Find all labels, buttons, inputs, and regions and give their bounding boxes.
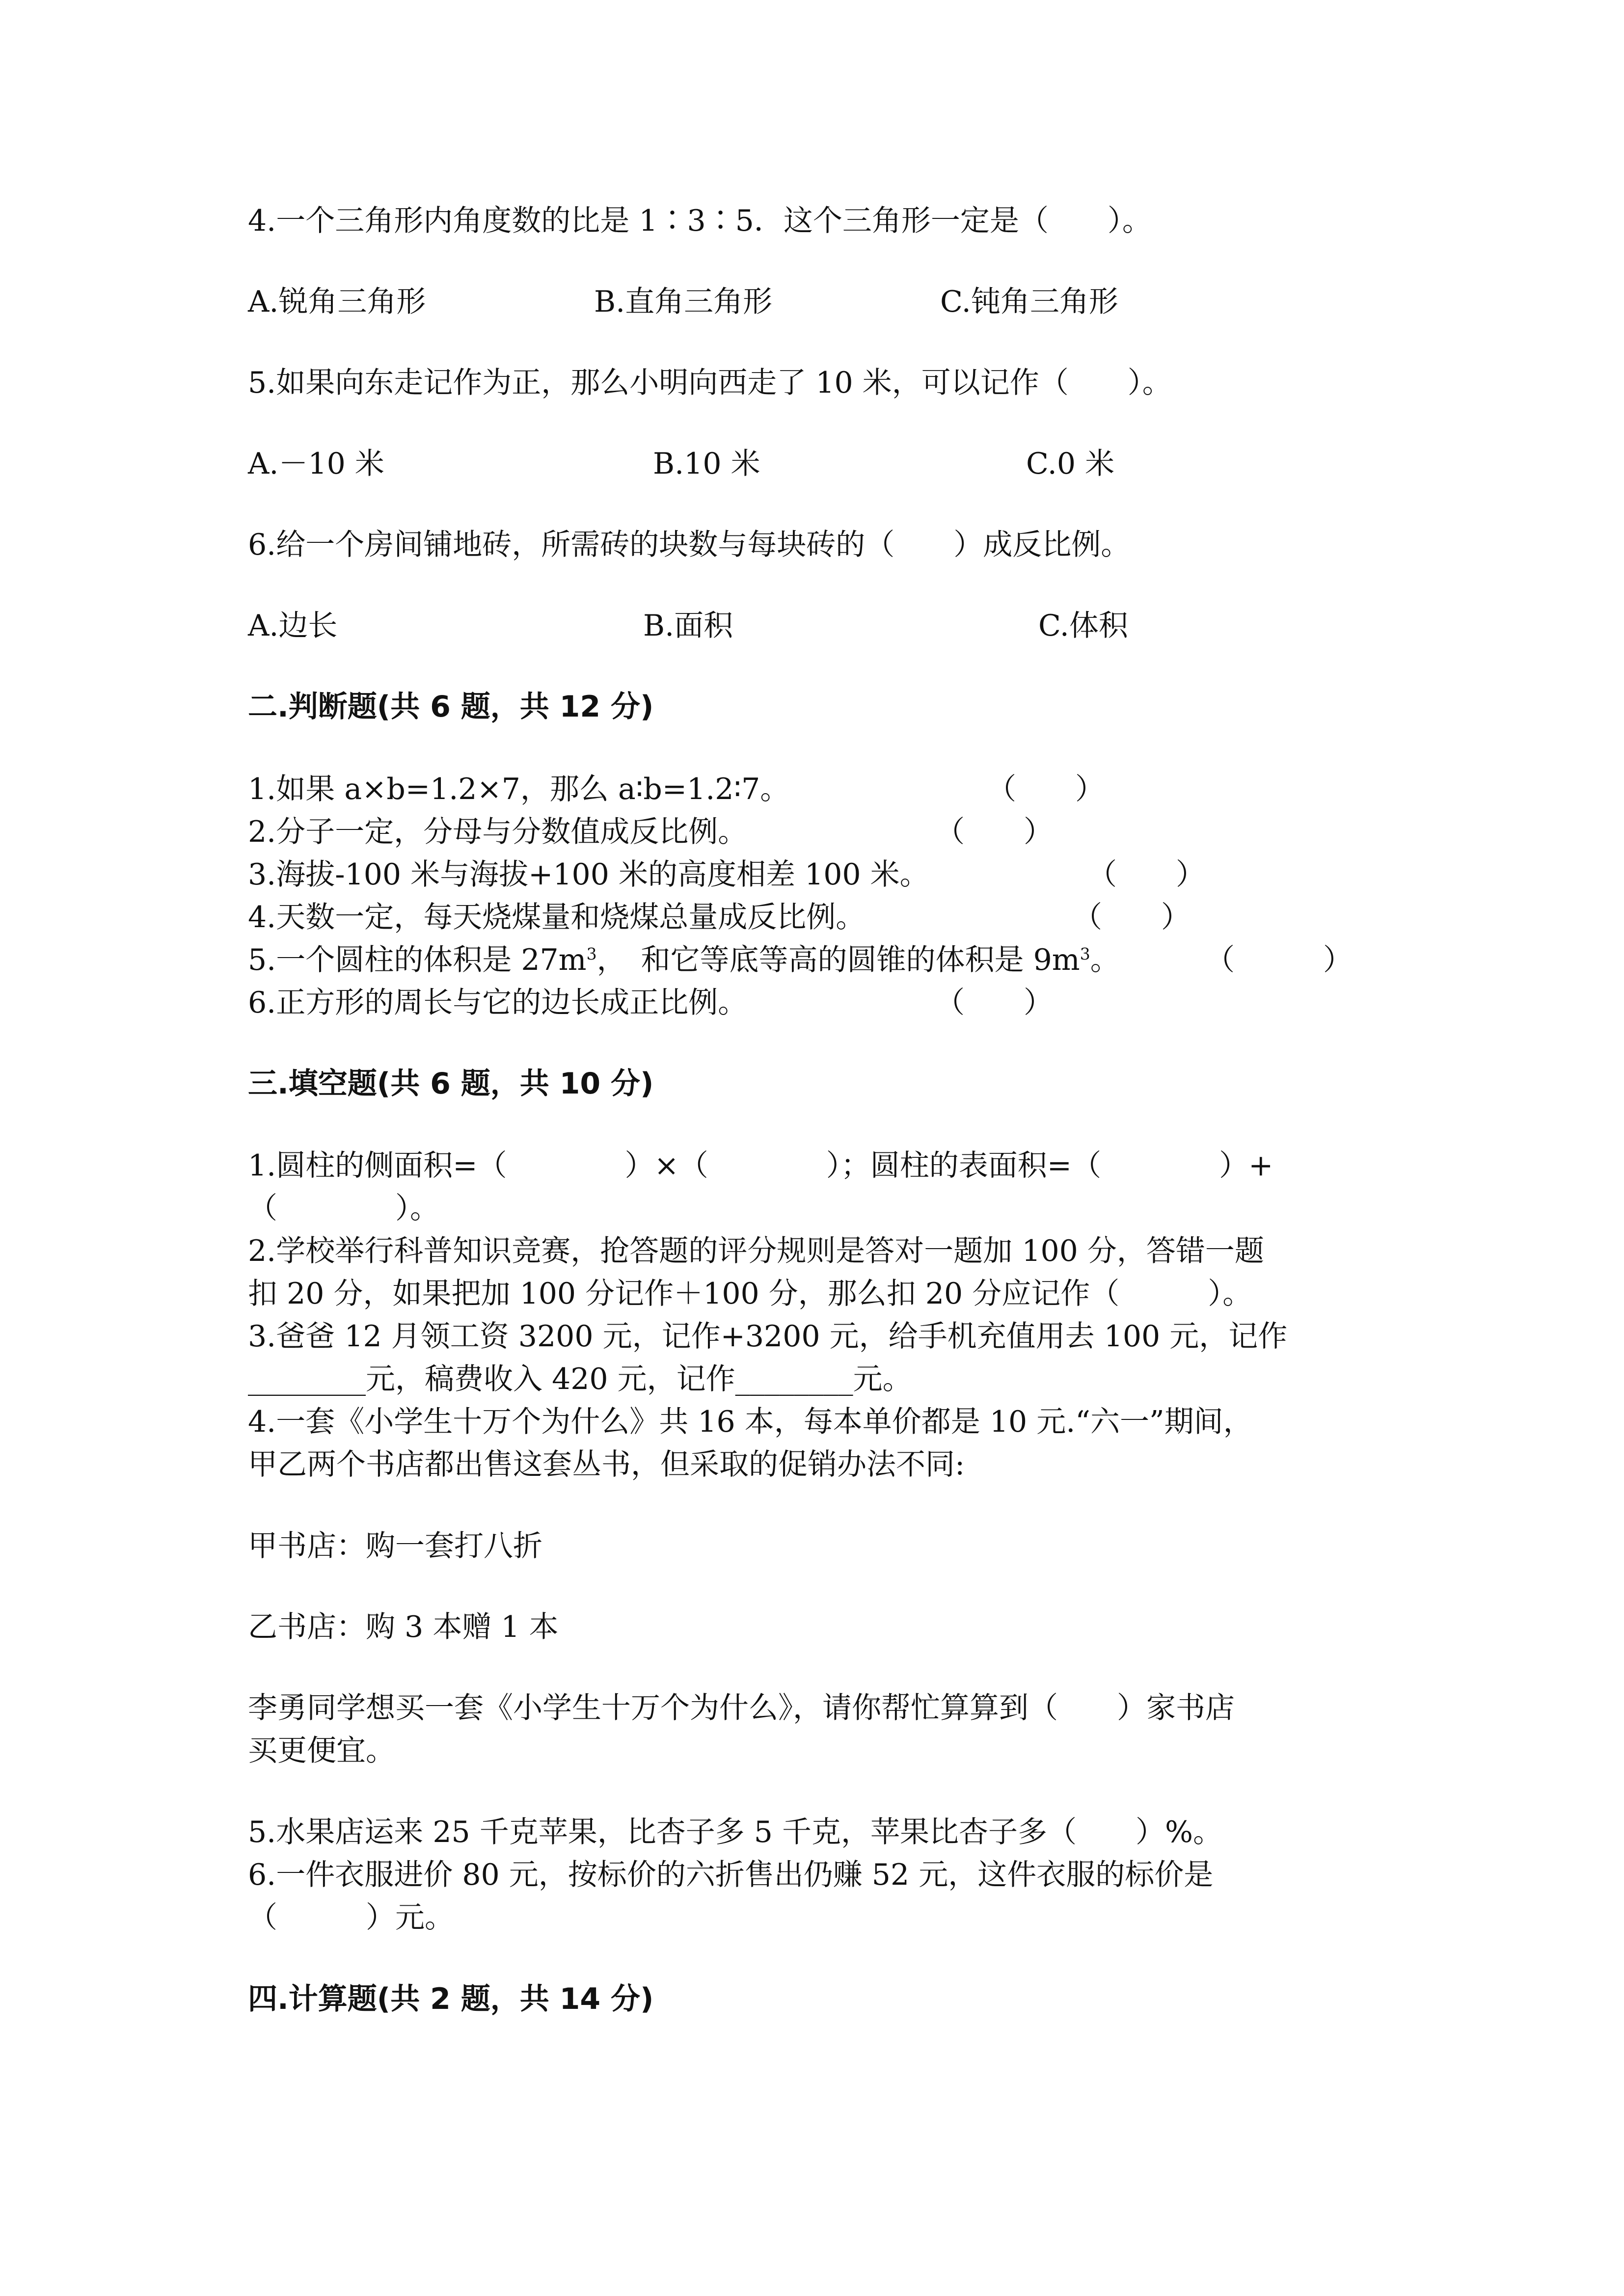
fill-q4-line4: 买更便宜。 (248, 1734, 395, 1768)
tf-q2-answer-blank: （ ） (935, 815, 1053, 849)
tf-q4-text: 4.天数一定，每天烧煤量和烧煤总量成反比例。 (248, 900, 866, 934)
tf-q5-text-c: 。 (1090, 943, 1120, 977)
section-heading-fill-in: 三.填空题(共 6 题，共 10 分) (248, 1067, 654, 1101)
mc-q6-option-b: B.面积 (643, 609, 733, 643)
tf-q5-text-a: 5.一个圆柱的体积是 27m (248, 943, 587, 977)
mc-q4-option-c: C.钝角三角形 (940, 285, 1118, 319)
tf-q3-answer-blank: （ ） (1087, 857, 1205, 892)
fill-q1-line2: （ ）。 (248, 1191, 439, 1226)
mc-q5-option-b: B.10 米 (653, 447, 760, 481)
tf-q5-text-b: ， 和它等底等高的圆锥的体积是 9m (596, 943, 1080, 977)
fill-q4-jia-store: 甲书店：购一套打八折 (248, 1529, 542, 1563)
mc-q4-stem: 4.一个三角形内角度数的比是 1∶3∶5．这个三角形一定是（ ）。 (248, 204, 1152, 238)
tf-q4-answer-blank: （ ） (1073, 900, 1191, 934)
fill-q4-yi-store: 乙书店：购 3 本赠 1 本 (248, 1610, 559, 1644)
mc-q6-stem: 6.给一个房间铺地砖，所需砖的块数与每块砖的（ ）成反比例。 (248, 528, 1131, 562)
mc-q6-option-c: C.体积 (1038, 609, 1128, 643)
tf-q5-text (248, 945, 1120, 975)
fill-q1-line1: 1.圆柱的侧面积=（ ）×（ ）；圆柱的表面积=（ ）+ (248, 1148, 1273, 1183)
mc-q5-stem: 5.如果向东走记作为正，那么小明向西走了 10 米，可以记作（ ）。 (248, 366, 1172, 400)
tf-q6-text: 6.正方形的周长与它的边长成正比例。 (248, 986, 748, 1020)
fill-q4-line3: 李勇同学想买一套《小学生十万个为什么》，请你帮忙算算到（ ）家书店 (248, 1691, 1235, 1725)
fill-q3-line1: 3.爸爸 12 月领工资 3200 元，记作+3200 元，给手机充值用去 100 元，记作 (248, 1319, 1288, 1354)
fill-q4-line2: 甲乙两个书店都出售这套丛书，但采取的促销办法不同: (248, 1447, 965, 1482)
fill-q6-line2: （ ）元。 (248, 1900, 454, 1935)
tf-q3-text: 3.海拔-100 米与海拔+100 米的高度相差 100 米。 (248, 857, 929, 892)
fill-q5: 5.水果店运来 25 千克苹果，比杏子多 5 千克，苹果比杏子多（ ）%。 (248, 1815, 1223, 1849)
tf-q6-answer-blank: （ ） (935, 986, 1053, 1020)
tf-q5-sup-b: 3 (1080, 944, 1090, 963)
mc-q5-option-c: C.0 米 (1026, 447, 1115, 481)
tf-q5-sup-a: 3 (586, 944, 597, 963)
fill-q4-line1: 4.一套《小学生十万个为什么》共 16 本，每本单价都是 10 元.“六一”期间， (248, 1405, 1253, 1439)
section-heading-judgement: 二.判断题(共 6 题，共 12 分) (248, 690, 654, 724)
tf-q2-text: 2.分子一定，分母与分数值成反比例。 (248, 815, 748, 849)
fill-q2-line2: 扣 20 分，如果把加 100 分记作＋100 分，那么扣 20 分应记作（ ）。 (248, 1277, 1252, 1311)
section-heading-calculation: 四.计算题(共 2 题，共 14 分) (248, 1982, 654, 2016)
mc-q5-option-a: A.－10 米 (248, 447, 384, 481)
fill-q6-line1: 6.一件衣服进价 80 元，按标价的六折售出仍赚 52 元，这件衣服的标价是 (248, 1858, 1214, 1892)
fill-q3-line2: ________元，稿费收入 420 元，记作________元。 (248, 1362, 912, 1396)
tf-q1-answer-blank: （ ） (987, 772, 1105, 806)
fill-q2-line1: 2.学校举行科普知识竞赛，抢答题的评分规则是答对一题加 100 分，答错一题 (248, 1234, 1264, 1268)
tf-q5-answer-blank: （ ） (1205, 943, 1353, 977)
mc-q4-option-a: A.锐角三角形 (248, 285, 426, 319)
tf-q1-text: 1.如果 a×b=1.2×7，那么 a∶b=1.2∶7。 (248, 772, 790, 806)
mc-q4-option-b: B.直角三角形 (594, 285, 773, 319)
mc-q6-option-a: A.边长 (248, 609, 338, 643)
